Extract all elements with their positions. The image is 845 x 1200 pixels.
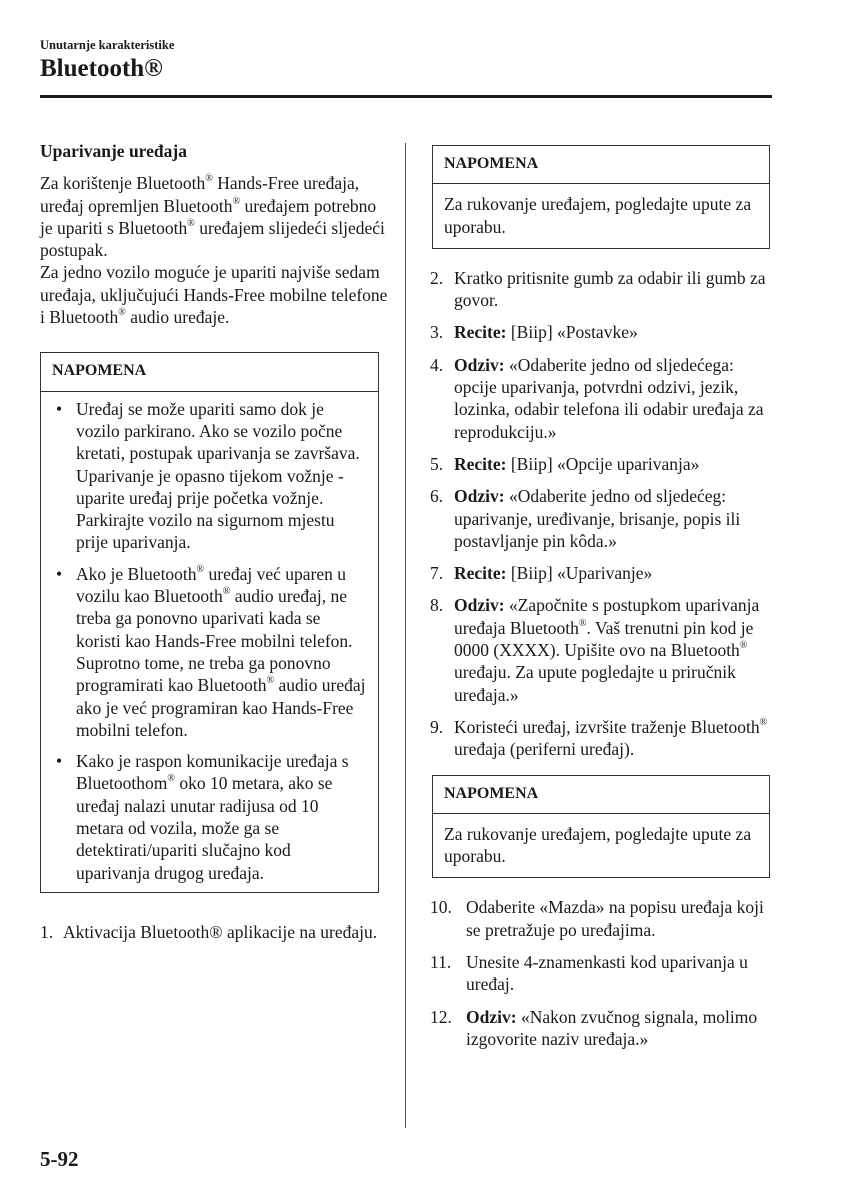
intro-text: Za korištenje Bluetooth xyxy=(40,173,206,194)
note-bullet-item xyxy=(53,750,368,884)
step-number: 1. xyxy=(40,921,54,942)
page-number: 5-92 xyxy=(40,1147,79,1171)
step-text: «Odaberite jedno od sljedećeg: uparivanje, uređivanje, brisanje, popis ili postavljanje pin kôda.» xyxy=(454,486,741,551)
note-text: audio uređaj ako je već programiran kao Hands-Free mobilni telefon. xyxy=(76,675,366,740)
note-box xyxy=(40,352,379,893)
step-text: Koristeći uređaj, izvršite traženje Bluetooth xyxy=(454,716,760,737)
step-text: «Odaberite jedno od sljedećega: opcije uparivanja, potvrdni odzivi, jezik, lozinka, odabir telefona ili odabir uređaja za reprodukciju.» xyxy=(454,354,764,442)
registered-mark: ® xyxy=(266,675,275,687)
note-body: Za rukovanje uređajem, pogledajte upute za uporabu. xyxy=(444,823,752,867)
steps-list xyxy=(432,896,772,1050)
intro-text: uređajem slijedeći sljedeći postupak. xyxy=(40,217,385,261)
note-text: Kako je raspon komunikacije uređaja s Bluetoothom xyxy=(76,751,349,794)
step-item xyxy=(432,267,772,312)
note-box xyxy=(432,775,770,879)
registered-mark: ® xyxy=(196,563,205,575)
step-item xyxy=(432,1006,772,1051)
step-text: Odaberite «Mazda» na popisu uređaja koji se pretražuje po uređajima. xyxy=(466,897,764,940)
column-divider xyxy=(405,143,406,1128)
intro-text: Hands-Free uređaja, uređaj opremljen Bluetooth xyxy=(40,173,360,216)
step-label: Recite: xyxy=(454,453,507,474)
left-column xyxy=(40,140,390,953)
step-number: 11. xyxy=(430,952,452,973)
step-item xyxy=(432,896,772,941)
step-item xyxy=(432,485,772,552)
note-title: NAPOMENA xyxy=(433,776,769,814)
note-bullet-list xyxy=(41,392,378,892)
step-label: Recite: xyxy=(454,322,507,343)
step-text: [Biip] «Opcije uparivanja» xyxy=(506,453,700,474)
steps-list xyxy=(40,921,390,943)
step-label: Odziv: xyxy=(454,595,505,616)
intro-paragraph xyxy=(40,172,390,328)
step-item xyxy=(40,921,390,943)
bullet-icon: • xyxy=(56,751,63,772)
registered-mark: ® xyxy=(759,716,768,728)
step-text: . Vaš trenutni pin kod je 0000 (XXXX). Upišite ovo na Bluetooth xyxy=(454,617,754,661)
note-bullet-item xyxy=(53,563,368,741)
step-number: 6. xyxy=(430,486,444,507)
bullet-icon: • xyxy=(56,563,63,584)
note-title: NAPOMENA xyxy=(433,146,769,184)
step-item xyxy=(432,453,772,475)
step-number: 3. xyxy=(430,322,444,343)
registered-mark: ® xyxy=(222,586,231,598)
registered-mark: ® xyxy=(118,307,126,319)
note-text: oko 10 metara, ako se uređaj nalazi unutar radijusa od 10 metara od vozila, može ga se detektirati/upariti slučajno kod uparivanja drugog uređaja. xyxy=(76,773,333,883)
step-text: «Započnite s postupkom uparivanja uređaja Bluetooth xyxy=(454,595,760,638)
title-rule xyxy=(40,95,772,98)
step-item xyxy=(432,562,772,584)
step-text: uređaja (periferni uređaj). xyxy=(454,739,635,760)
step-item xyxy=(432,354,772,443)
step-text: Kratko pritisnite gumb za odabir ili gumb za govor. xyxy=(454,267,766,311)
page-title: Bluetooth® xyxy=(40,55,163,82)
step-number: 5. xyxy=(430,453,444,474)
note-text: Uređaj se može upariti samo dok je vozilo parkirano. Ako se vozilo počne kretati, postupak uparivanja se završava. Uparivanje je opasno tijekom vožnje - uparite uređaj prije početka vožnje. Parkirajte vozilo na sigurnom mjestu prije uparivanja. xyxy=(76,398,360,553)
step-label: Recite: xyxy=(454,563,507,584)
note-text: uređaj već uparen u vozilu kao Bluetooth xyxy=(76,563,347,607)
step-text: «Nakon zvučnog signala, molimo izgovorite naziv uređaja.» xyxy=(466,1006,758,1049)
registered-mark: ® xyxy=(232,195,241,207)
intro-text: Za jedno vozilo moguće je upariti najviše sedam uređaja, uključujući Hands-Free mobilne telefone i Bluetooth xyxy=(40,262,388,328)
step-label: Odziv: xyxy=(454,354,505,375)
step-item xyxy=(432,321,772,343)
step-text: uređaju. Za upute pogledajte u priručnik uređaja.» xyxy=(454,662,736,705)
note-bullet-item xyxy=(53,398,368,554)
step-item xyxy=(432,594,772,705)
step-text: Unesite 4-znamenkasti kod uparivanja u uređaj. xyxy=(466,952,748,995)
step-number: 8. xyxy=(430,595,444,616)
step-item xyxy=(432,716,772,761)
step-text: Aktivacija Bluetooth® aplikacije na uređaju. xyxy=(63,921,378,942)
registered-mark: ® xyxy=(167,773,175,785)
step-number: 10. xyxy=(430,897,452,918)
registered-mark: ® xyxy=(739,640,748,652)
registered-mark: ® xyxy=(578,617,587,629)
note-text: Ako je Bluetooth xyxy=(76,563,197,584)
step-item xyxy=(432,951,772,996)
step-number: 4. xyxy=(430,354,444,375)
right-column xyxy=(432,145,772,1060)
note-body: Za rukovanje uređajem, pogledajte upute za uporabu. xyxy=(444,194,752,237)
intro-text: uređajem potrebno je upariti s Bluetooth xyxy=(40,195,377,238)
step-label: Odziv: xyxy=(466,1006,517,1027)
step-number: 9. xyxy=(430,716,444,737)
registered-mark: ® xyxy=(205,173,213,185)
section-label: Unutarnje karakteristike xyxy=(40,38,175,52)
registered-mark: ® xyxy=(187,217,195,229)
subheading-pairing: Uparivanje uređaja xyxy=(40,141,187,161)
steps-list xyxy=(432,267,772,761)
step-text: [Biip] «Uparivanje» xyxy=(506,563,653,584)
note-title: NAPOMENA xyxy=(41,353,378,391)
bullet-icon: • xyxy=(56,398,63,419)
step-number: 12. xyxy=(430,1006,452,1027)
step-text: [Biip] «Postavke» xyxy=(506,322,638,343)
step-number: 2. xyxy=(430,267,444,288)
note-box xyxy=(432,145,770,249)
intro-text: audio uređaje. xyxy=(125,307,230,328)
step-label: Odziv: xyxy=(454,486,505,507)
note-text: audio uređaj, ne treba ga ponovno uparivati kada se koristi kao Hands-Free mobilni telefon. Suprotno tome, ne treba ga ponovno programirati kao Bluetooth xyxy=(76,586,353,696)
step-number: 7. xyxy=(430,563,444,584)
